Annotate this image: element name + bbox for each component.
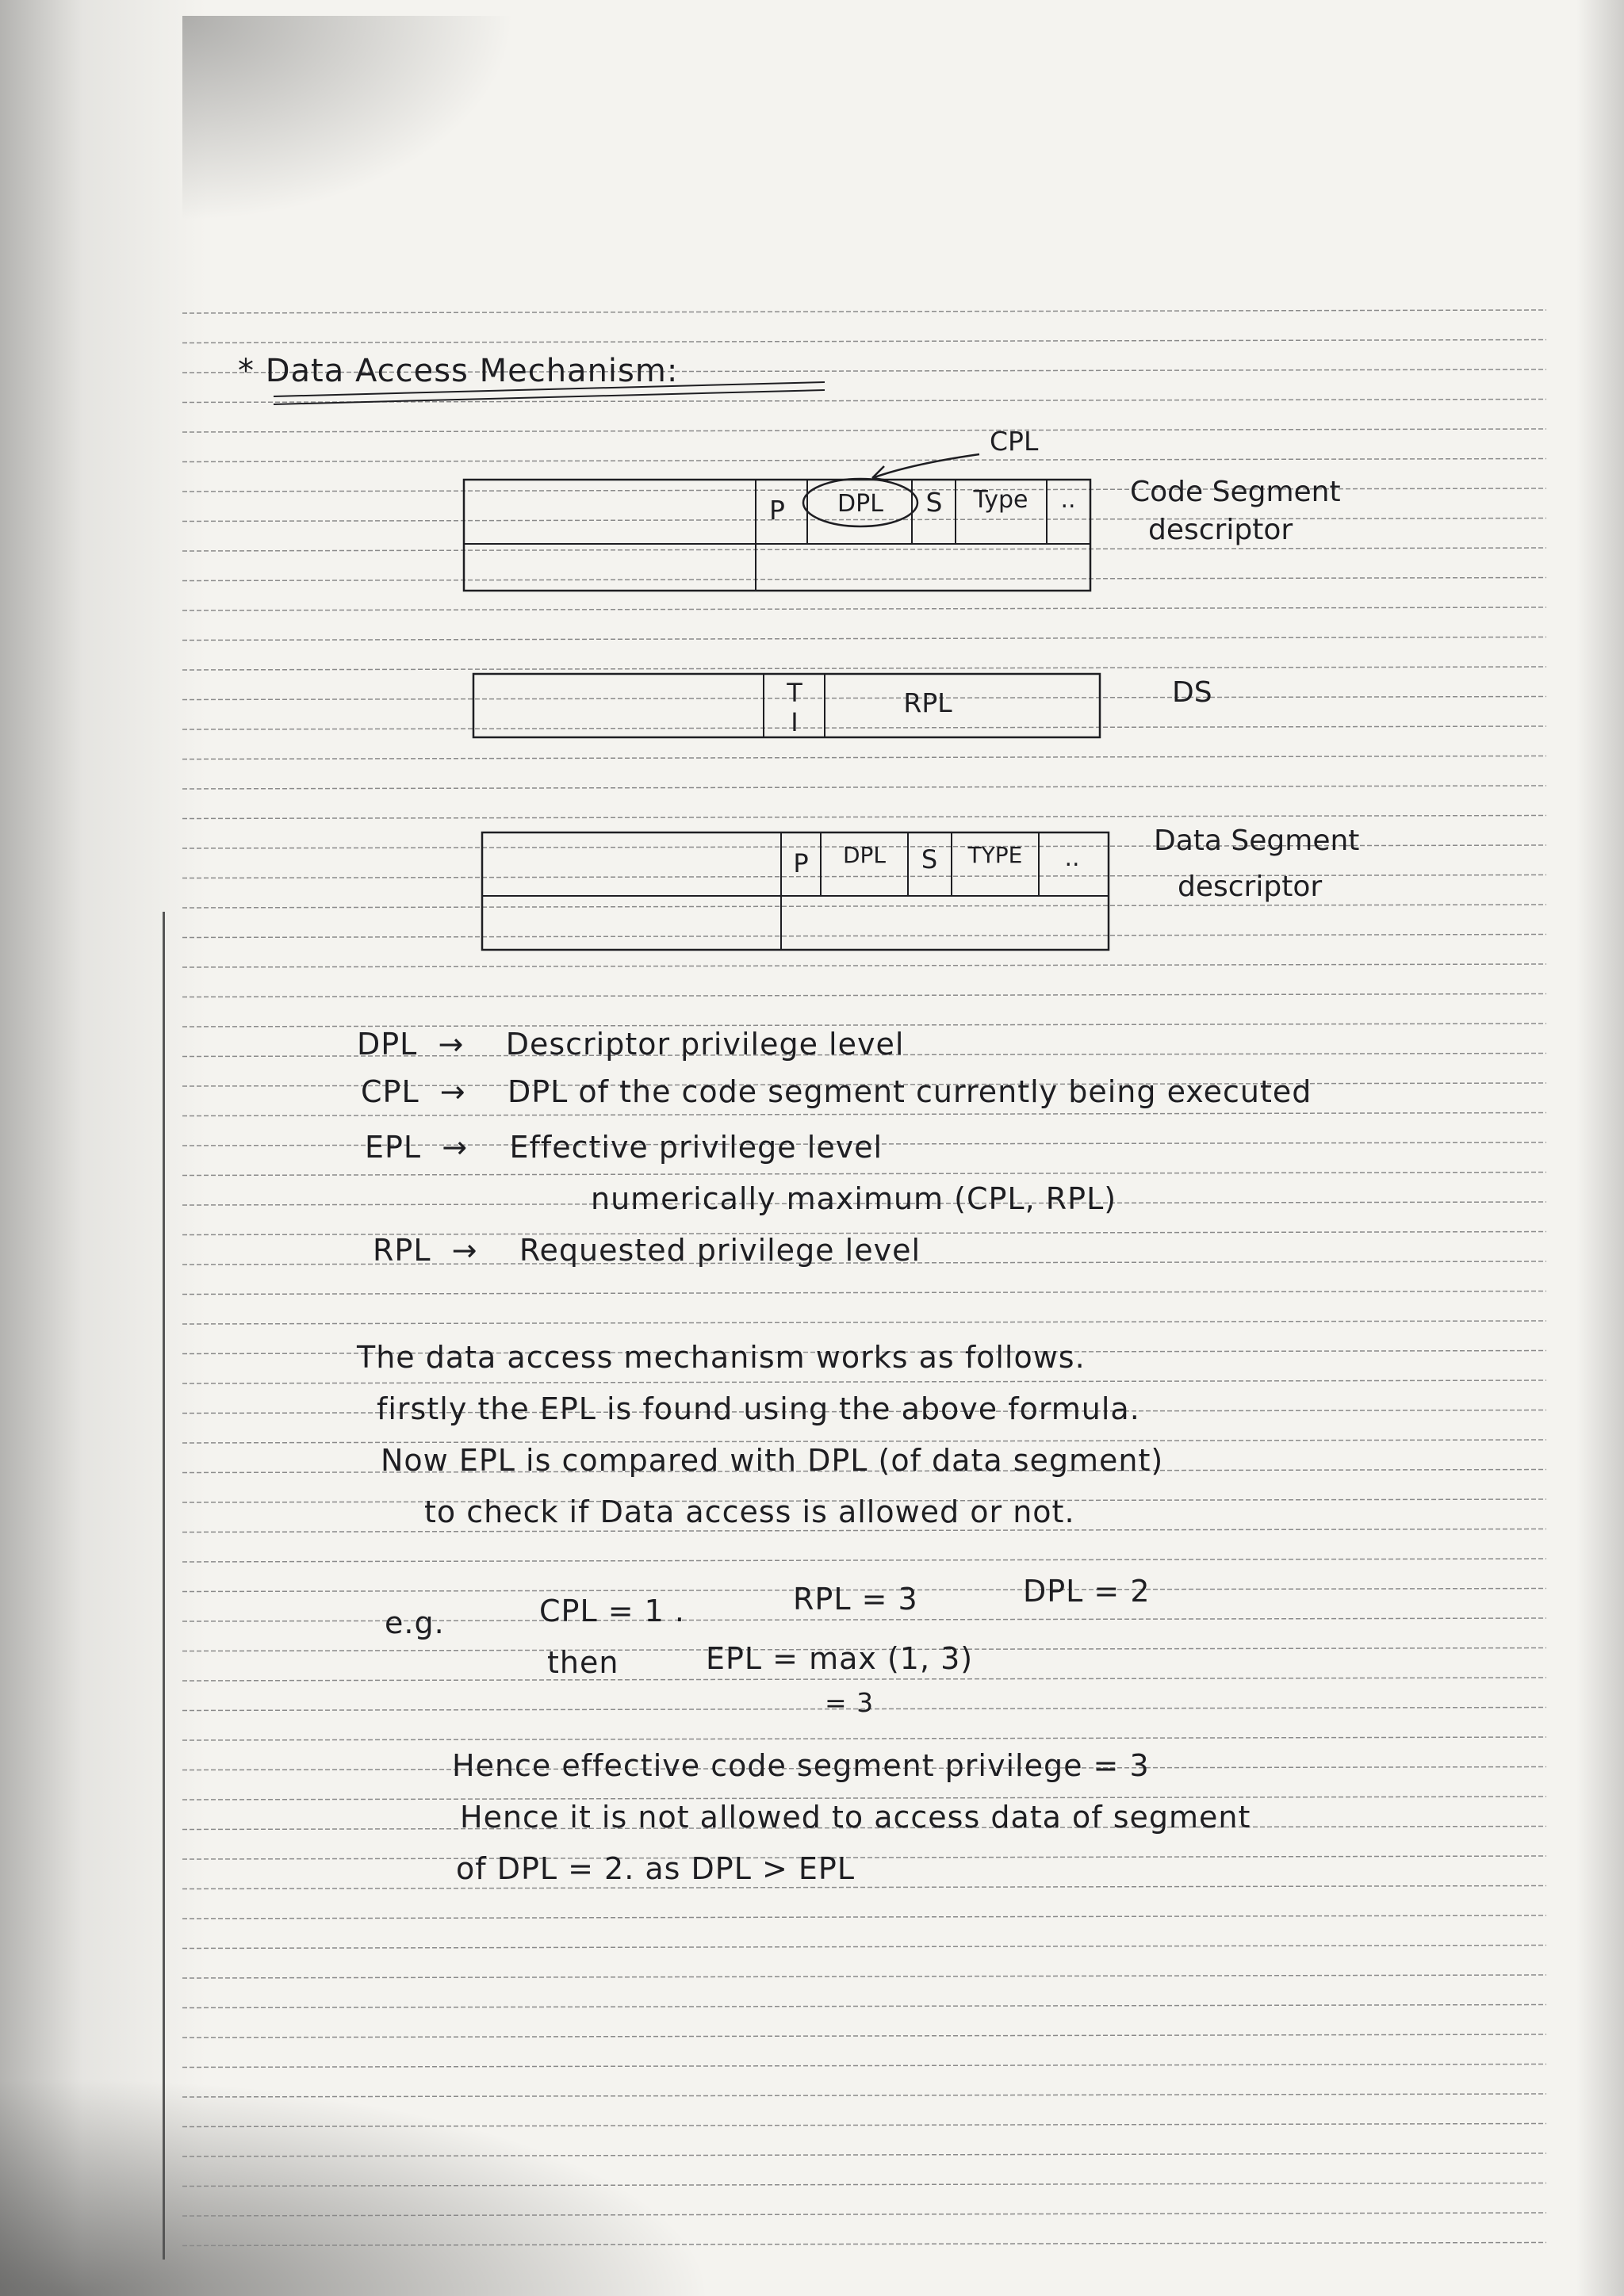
code-descriptor-caption-1: Code Segment <box>1130 476 1341 508</box>
definition-cpl: CPL → DPL of the code segment currently being executed <box>361 1074 1312 1109</box>
paragraph-line-4: to check if Data access is allowed or not. <box>424 1494 1075 1529</box>
field-dots: .. <box>1060 486 1076 514</box>
field-dpl: DPL <box>837 490 883 518</box>
data-descriptor-caption-1: Data Segment <box>1154 825 1360 857</box>
example-dpl: DPL = 2 <box>1023 1574 1151 1609</box>
field-i: I <box>791 707 799 737</box>
code-descriptor-caption-2: descriptor <box>1148 514 1293 546</box>
example-rpl: RPL = 3 <box>793 1582 918 1617</box>
ds-caption: DS <box>1172 676 1212 709</box>
conclusion-line-3: of DPL = 2. as DPL > EPL <box>456 1851 855 1886</box>
field-p: P <box>793 848 809 878</box>
field-dots: .. <box>1064 844 1080 872</box>
paragraph-line-3: Now EPL is compared with DPL (of data segment) <box>381 1443 1164 1478</box>
page-heading: * Data Access Mechanism: <box>238 353 679 389</box>
field-type: Type <box>973 486 1028 514</box>
definition-rpl: RPL → Requested privilege level <box>373 1233 921 1268</box>
field-s: S <box>921 844 938 874</box>
field-type: TYPE <box>967 842 1023 868</box>
data-descriptor-caption-2: descriptor <box>1178 871 1323 903</box>
example-then: then <box>547 1645 619 1680</box>
conclusion-line-2: Hence it is not allowed to access data of segment <box>460 1800 1251 1835</box>
example-result: = 3 <box>825 1687 875 1718</box>
field-s: S <box>925 487 943 518</box>
example-cpl: CPL = 1 . <box>539 1594 685 1628</box>
field-p: P <box>769 495 785 526</box>
paragraph-line-2: firstly the EPL is found using the above formula. <box>377 1391 1140 1426</box>
field-dpl: DPL <box>842 842 887 868</box>
example-epl: EPL = max (1, 3) <box>706 1641 974 1676</box>
definition-epl-formula: numerically maximum (CPL, RPL) <box>591 1181 1117 1216</box>
field-t: T <box>787 678 802 708</box>
conclusion-line-1: Hence effective code segment privilege = 3 <box>452 1748 1150 1783</box>
cpl-pointer-label: CPL <box>990 426 1039 457</box>
definition-epl: EPL → Effective privilege level <box>365 1130 883 1165</box>
field-rpl: RPL <box>903 687 952 718</box>
example-label: e.g. <box>385 1605 445 1640</box>
definition-dpl: DPL → Descriptor privilege level <box>357 1027 905 1062</box>
paragraph-line-1: The data access mechanism works as follows. <box>357 1340 1086 1375</box>
